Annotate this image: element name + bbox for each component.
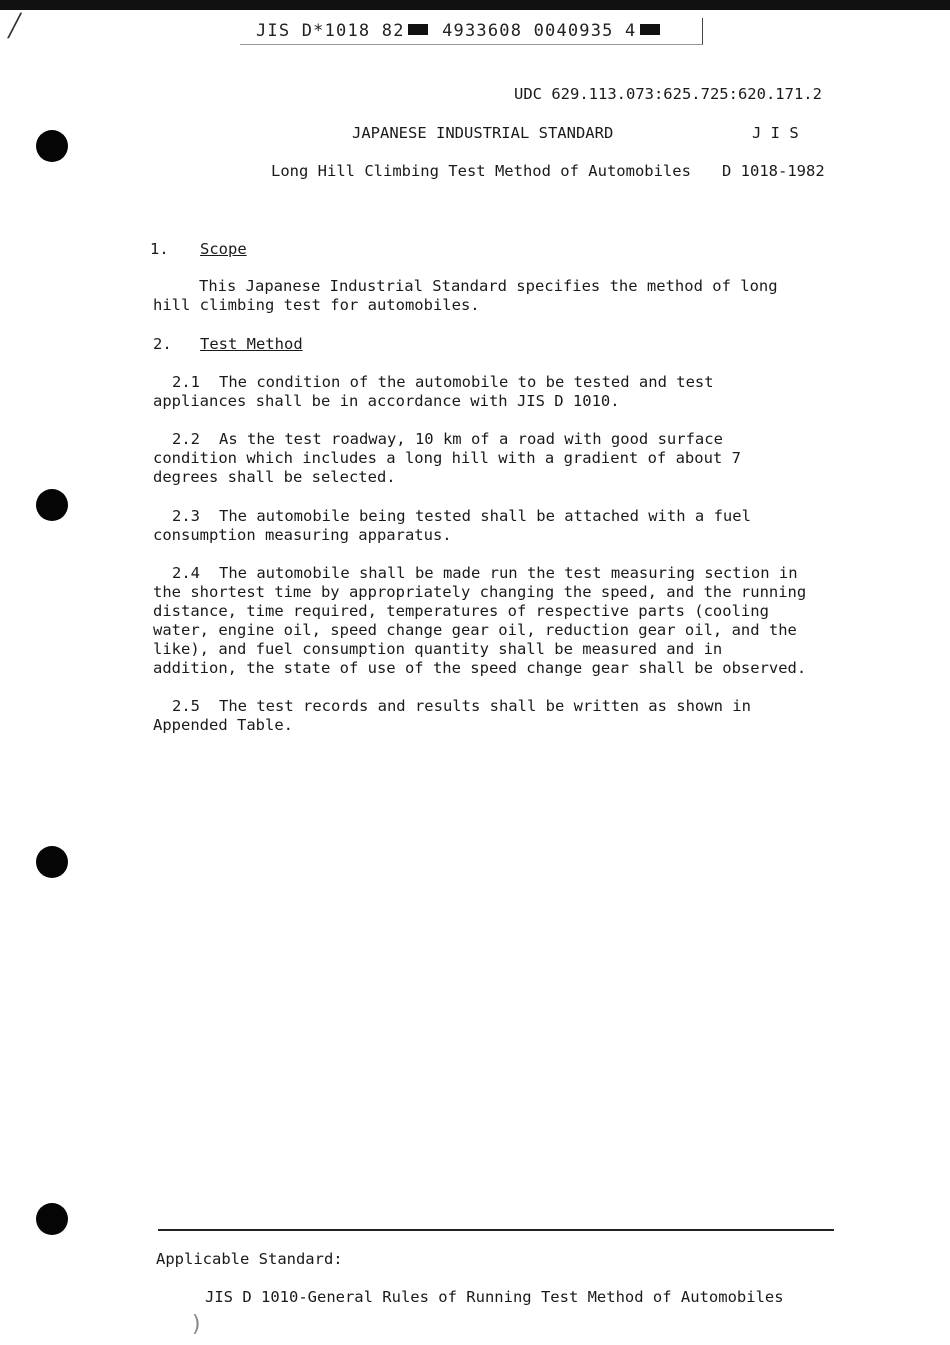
clause-text-line: the shortest time by appropriately changing the speed, and the running — [153, 583, 807, 601]
scan-top-edge — [0, 0, 950, 10]
binder-hole — [36, 846, 68, 878]
scope-text-line: hill climbing test for automobiles. — [153, 296, 480, 314]
document-title: Long Hill Climbing Test Method of Automobiles — [271, 162, 691, 180]
clause-text-line: The automobile shall be made run the test measuring section in — [219, 564, 798, 582]
clause-text-line: Appended Table. — [153, 716, 293, 734]
clause-text-line: condition which includes a long hill with a gradient of about 7 — [153, 449, 741, 467]
clause-text-line: The automobile being tested shall be attached with a fuel — [219, 507, 751, 525]
footer-divider — [158, 1229, 834, 1231]
clause-text-line: As the test roadway, 10 km of a road with good surface — [219, 430, 723, 448]
section-heading-scope: Scope — [200, 240, 247, 258]
clause-text-line: water, engine oil, speed change gear oil, reduction gear oil, and the — [153, 621, 797, 639]
section-heading-test-method: Test Method — [200, 335, 303, 353]
standard-organization: JAPANESE INDUSTRIAL STANDARD — [352, 124, 614, 142]
scan-mark: ) — [190, 1312, 204, 1337]
clause-number: 2.1 — [172, 373, 200, 391]
document-code: JIS D*1018 82 4933608 0040935 4 — [256, 21, 663, 41]
section-number: 1. — [150, 240, 169, 258]
clause-text-line: consumption measuring apparatus. — [153, 526, 452, 544]
clause-text-line: addition, the state of use of the speed change gear shall be observed. — [153, 659, 807, 677]
document-code-strip — [240, 18, 703, 45]
udc-number: UDC 629.113.073:625.725:620.171.2 — [514, 85, 822, 103]
jis-mark: J I S — [752, 124, 799, 142]
clause-text-line: appliances shall be in accordance with JIS D 1010. — [153, 392, 620, 410]
scope-text-line: This Japanese Industrial Standard specifies the method of long — [199, 277, 778, 295]
clause-text-line: like), and fuel consumption quantity shall be measured and in — [153, 640, 723, 658]
clause-number: 2.5 — [172, 697, 200, 715]
clause-number: 2.3 — [172, 507, 200, 525]
clause-text-line: degrees shall be selected. — [153, 468, 396, 486]
scan-speck: ╱ — [8, 14, 22, 39]
applicable-standard-reference: JIS D 1010-General Rules of Running Test Method of Automobiles — [205, 1288, 784, 1306]
binder-hole — [36, 489, 68, 521]
clause-text-line: distance, time required, temperatures of respective parts (cooling — [153, 602, 769, 620]
standard-number: D 1018-1982 — [722, 162, 825, 180]
clause-number: 2.4 — [172, 564, 200, 582]
clause-text-line: The test records and results shall be written as shown in — [219, 697, 751, 715]
clause-number: 2.2 — [172, 430, 200, 448]
binder-hole — [36, 1203, 68, 1235]
binder-hole — [36, 130, 68, 162]
clause-text-line: The condition of the automobile to be tested and test — [219, 373, 714, 391]
applicable-standard-label: Applicable Standard: — [156, 1250, 343, 1268]
section-number: 2. — [153, 335, 172, 353]
